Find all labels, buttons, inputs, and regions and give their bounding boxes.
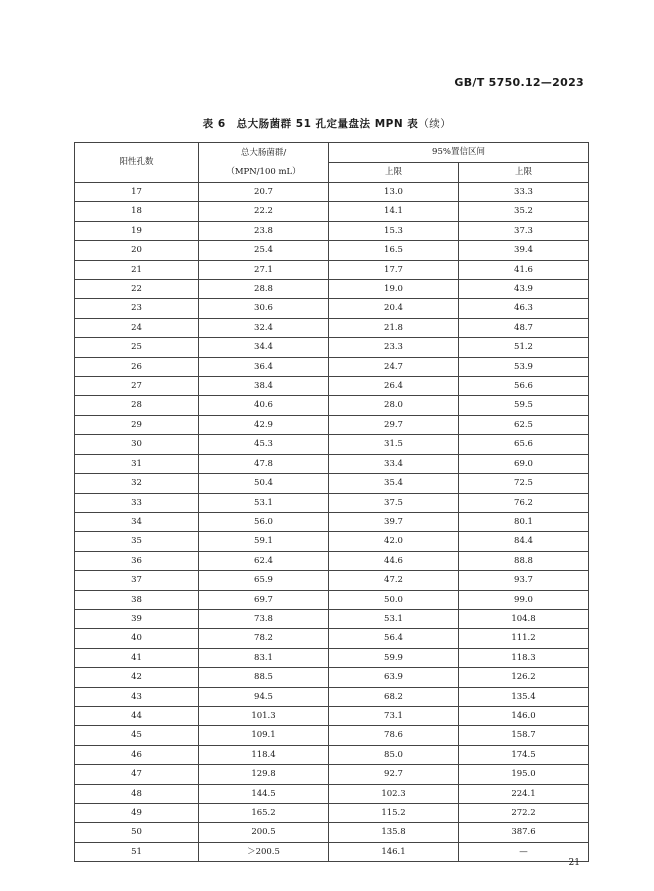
ci-upper-cell: 33.3 — [459, 183, 589, 202]
positive-wells-cell: 22 — [75, 280, 199, 299]
ci-upper-cell: 69.0 — [459, 454, 589, 473]
header-ci-lower: 上限 — [329, 163, 459, 183]
table-row — [75, 784, 589, 803]
mpn-value-cell: 47.8 — [199, 454, 329, 473]
positive-wells-cell: 31 — [75, 454, 199, 473]
header-confidence-interval: 95%置信区间 — [329, 143, 589, 163]
positive-wells-cell: 35 — [75, 532, 199, 551]
ci-upper-cell: 93.7 — [459, 571, 589, 590]
page-number: 21 — [568, 858, 580, 868]
table-body — [75, 183, 589, 862]
positive-wells-cell: 43 — [75, 687, 199, 706]
ci-upper-cell: 111.2 — [459, 629, 589, 648]
mpn-value-cell: 101.3 — [199, 706, 329, 725]
ci-lower-cell: 115.2 — [329, 804, 459, 823]
header-total-coliform-line2: （MPN/100 mL） — [226, 166, 301, 177]
mpn-value-cell: 28.8 — [199, 280, 329, 299]
mpn-value-cell: 129.8 — [199, 765, 329, 784]
ci-upper-cell: 59.5 — [459, 396, 589, 415]
table-row — [75, 551, 589, 570]
mpn-value-cell: 32.4 — [199, 318, 329, 337]
header-positive-wells: 阳性孔数 — [75, 143, 199, 183]
mpn-value-cell: 38.4 — [199, 377, 329, 396]
ci-lower-cell: 19.0 — [329, 280, 459, 299]
mpn-value-cell: 34.4 — [199, 338, 329, 357]
positive-wells-cell: 34 — [75, 512, 199, 531]
mpn-value-cell: 144.5 — [199, 784, 329, 803]
positive-wells-cell: 38 — [75, 590, 199, 609]
mpn-value-cell: 94.5 — [199, 687, 329, 706]
ci-lower-cell: 28.0 — [329, 396, 459, 415]
table-row — [75, 415, 589, 434]
positive-wells-cell: 21 — [75, 260, 199, 279]
ci-upper-cell: 76.2 — [459, 493, 589, 512]
mpn-value-cell: 59.1 — [199, 532, 329, 551]
positive-wells-cell: 37 — [75, 571, 199, 590]
positive-wells-cell: 30 — [75, 435, 199, 454]
mpn-value-cell: 118.4 — [199, 745, 329, 764]
positive-wells-cell: 44 — [75, 706, 199, 725]
ci-upper-cell: — — [459, 842, 589, 861]
mpn-value-cell: 109.1 — [199, 726, 329, 745]
mpn-value-cell: 200.5 — [199, 823, 329, 842]
ci-lower-cell: 23.3 — [329, 338, 459, 357]
mpn-value-cell: 45.3 — [199, 435, 329, 454]
mpn-value-cell: 30.6 — [199, 299, 329, 318]
ci-upper-cell: 146.0 — [459, 706, 589, 725]
table-row — [75, 299, 589, 318]
mpn-table — [74, 142, 589, 862]
mpn-value-cell: 56.0 — [199, 512, 329, 531]
table-row — [75, 474, 589, 493]
ci-lower-cell: 92.7 — [329, 765, 459, 784]
ci-lower-cell: 78.6 — [329, 726, 459, 745]
positive-wells-cell: 27 — [75, 377, 199, 396]
mpn-value-cell: 165.2 — [199, 804, 329, 823]
ci-upper-cell: 72.5 — [459, 474, 589, 493]
header-total-coliform — [199, 143, 329, 183]
table-row — [75, 590, 589, 609]
ci-lower-cell: 68.2 — [329, 687, 459, 706]
ci-lower-cell: 53.1 — [329, 609, 459, 628]
positive-wells-cell: 50 — [75, 823, 199, 842]
mpn-value-cell: 22.2 — [199, 202, 329, 221]
positive-wells-cell: 17 — [75, 183, 199, 202]
positive-wells-cell: 28 — [75, 396, 199, 415]
table-header — [75, 143, 589, 183]
mpn-value-cell: 40.6 — [199, 396, 329, 415]
positive-wells-cell: 24 — [75, 318, 199, 337]
ci-lower-cell: 16.5 — [329, 241, 459, 260]
positive-wells-cell: 20 — [75, 241, 199, 260]
ci-lower-cell: 56.4 — [329, 629, 459, 648]
mpn-value-cell: 42.9 — [199, 415, 329, 434]
ci-upper-cell: 35.2 — [459, 202, 589, 221]
ci-upper-cell: 37.3 — [459, 221, 589, 240]
positive-wells-cell: 26 — [75, 357, 199, 376]
ci-lower-cell: 35.4 — [329, 474, 459, 493]
table-row — [75, 609, 589, 628]
mpn-value-cell: 78.2 — [199, 629, 329, 648]
mpn-value-cell: 65.9 — [199, 571, 329, 590]
table-title-note: （续） — [418, 118, 452, 130]
positive-wells-cell: 19 — [75, 221, 199, 240]
table-row — [75, 454, 589, 473]
mpn-value-cell: 69.7 — [199, 590, 329, 609]
positive-wells-cell: 51 — [75, 842, 199, 861]
table-row — [75, 629, 589, 648]
ci-lower-cell: 37.5 — [329, 493, 459, 512]
ci-lower-cell: 50.0 — [329, 590, 459, 609]
ci-upper-cell: 174.5 — [459, 745, 589, 764]
positive-wells-cell: 23 — [75, 299, 199, 318]
table-row — [75, 202, 589, 221]
ci-lower-cell: 102.3 — [329, 784, 459, 803]
positive-wells-cell: 39 — [75, 609, 199, 628]
ci-upper-cell: 195.0 — [459, 765, 589, 784]
ci-upper-cell: 84.4 — [459, 532, 589, 551]
ci-lower-cell: 20.4 — [329, 299, 459, 318]
ci-lower-cell: 29.7 — [329, 415, 459, 434]
mpn-value-cell: 62.4 — [199, 551, 329, 570]
ci-upper-cell: 224.1 — [459, 784, 589, 803]
mpn-value-cell: ＞200.5 — [199, 842, 329, 861]
ci-upper-cell: 53.9 — [459, 357, 589, 376]
positive-wells-cell: 18 — [75, 202, 199, 221]
ci-lower-cell: 33.4 — [329, 454, 459, 473]
positive-wells-cell: 46 — [75, 745, 199, 764]
ci-upper-cell: 39.4 — [459, 241, 589, 260]
ci-lower-cell: 42.0 — [329, 532, 459, 551]
positive-wells-cell: 41 — [75, 648, 199, 667]
ci-upper-cell: 158.7 — [459, 726, 589, 745]
table-row — [75, 396, 589, 415]
table-row — [75, 745, 589, 764]
mpn-value-cell: 53.1 — [199, 493, 329, 512]
mpn-value-cell: 88.5 — [199, 668, 329, 687]
ci-lower-cell: 15.3 — [329, 221, 459, 240]
ci-lower-cell: 14.1 — [329, 202, 459, 221]
ci-lower-cell: 44.6 — [329, 551, 459, 570]
mpn-value-cell: 20.7 — [199, 183, 329, 202]
positive-wells-cell: 40 — [75, 629, 199, 648]
ci-lower-cell: 13.0 — [329, 183, 459, 202]
table-row — [75, 726, 589, 745]
ci-lower-cell: 135.8 — [329, 823, 459, 842]
positive-wells-cell: 29 — [75, 415, 199, 434]
ci-upper-cell: 104.8 — [459, 609, 589, 628]
ci-lower-cell: 63.9 — [329, 668, 459, 687]
ci-upper-cell: 118.3 — [459, 648, 589, 667]
ci-lower-cell: 24.7 — [329, 357, 459, 376]
ci-upper-cell: 272.2 — [459, 804, 589, 823]
positive-wells-cell: 45 — [75, 726, 199, 745]
ci-upper-cell: 43.9 — [459, 280, 589, 299]
mpn-value-cell: 73.8 — [199, 609, 329, 628]
header-ci-upper: 上限 — [459, 163, 589, 183]
table-title — [0, 116, 654, 131]
table-row — [75, 765, 589, 784]
positive-wells-cell: 36 — [75, 551, 199, 570]
ci-lower-cell: 85.0 — [329, 745, 459, 764]
positive-wells-cell: 32 — [75, 474, 199, 493]
ci-upper-cell: 387.6 — [459, 823, 589, 842]
table-title-text: 表 6 总大肠菌群 51 孔定量盘法 MPN 表 — [202, 118, 419, 130]
table-row — [75, 435, 589, 454]
ci-upper-cell: 126.2 — [459, 668, 589, 687]
ci-lower-cell: 39.7 — [329, 512, 459, 531]
ci-lower-cell: 26.4 — [329, 377, 459, 396]
table-row — [75, 493, 589, 512]
ci-lower-cell: 17.7 — [329, 260, 459, 279]
table-row — [75, 571, 589, 590]
ci-upper-cell: 51.2 — [459, 338, 589, 357]
ci-lower-cell: 31.5 — [329, 435, 459, 454]
header-total-coliform-line1: 总大肠菌群/ — [240, 147, 287, 158]
table-row — [75, 512, 589, 531]
ci-upper-cell: 99.0 — [459, 590, 589, 609]
table-row — [75, 280, 589, 299]
ci-upper-cell: 56.6 — [459, 377, 589, 396]
table-row — [75, 338, 589, 357]
positive-wells-cell: 49 — [75, 804, 199, 823]
ci-upper-cell: 65.6 — [459, 435, 589, 454]
standard-code: GB/T 5750.12—2023 — [454, 76, 584, 89]
positive-wells-cell: 25 — [75, 338, 199, 357]
table-row — [75, 241, 589, 260]
mpn-value-cell: 36.4 — [199, 357, 329, 376]
positive-wells-cell: 48 — [75, 784, 199, 803]
ci-upper-cell: 135.4 — [459, 687, 589, 706]
table-row — [75, 668, 589, 687]
ci-upper-cell: 88.8 — [459, 551, 589, 570]
positive-wells-cell: 33 — [75, 493, 199, 512]
ci-lower-cell: 47.2 — [329, 571, 459, 590]
mpn-value-cell: 23.8 — [199, 221, 329, 240]
positive-wells-cell: 42 — [75, 668, 199, 687]
mpn-value-cell: 25.4 — [199, 241, 329, 260]
table-row — [75, 706, 589, 725]
ci-upper-cell: 80.1 — [459, 512, 589, 531]
positive-wells-cell: 47 — [75, 765, 199, 784]
ci-lower-cell: 21.8 — [329, 318, 459, 337]
mpn-value-cell: 83.1 — [199, 648, 329, 667]
table-row — [75, 804, 589, 823]
mpn-value-cell: 50.4 — [199, 474, 329, 493]
mpn-value-cell: 27.1 — [199, 260, 329, 279]
ci-lower-cell: 73.1 — [329, 706, 459, 725]
ci-upper-cell: 62.5 — [459, 415, 589, 434]
table-row — [75, 842, 589, 861]
table-row — [75, 648, 589, 667]
table-row — [75, 377, 589, 396]
table-row — [75, 532, 589, 551]
table-row — [75, 687, 589, 706]
ci-upper-cell: 46.3 — [459, 299, 589, 318]
ci-lower-cell: 59.9 — [329, 648, 459, 667]
table-row — [75, 823, 589, 842]
table-row — [75, 357, 589, 376]
table-row — [75, 183, 589, 202]
ci-upper-cell: 48.7 — [459, 318, 589, 337]
table-row — [75, 260, 589, 279]
ci-lower-cell: 146.1 — [329, 842, 459, 861]
table-row — [75, 318, 589, 337]
table-row — [75, 221, 589, 240]
ci-upper-cell: 41.6 — [459, 260, 589, 279]
